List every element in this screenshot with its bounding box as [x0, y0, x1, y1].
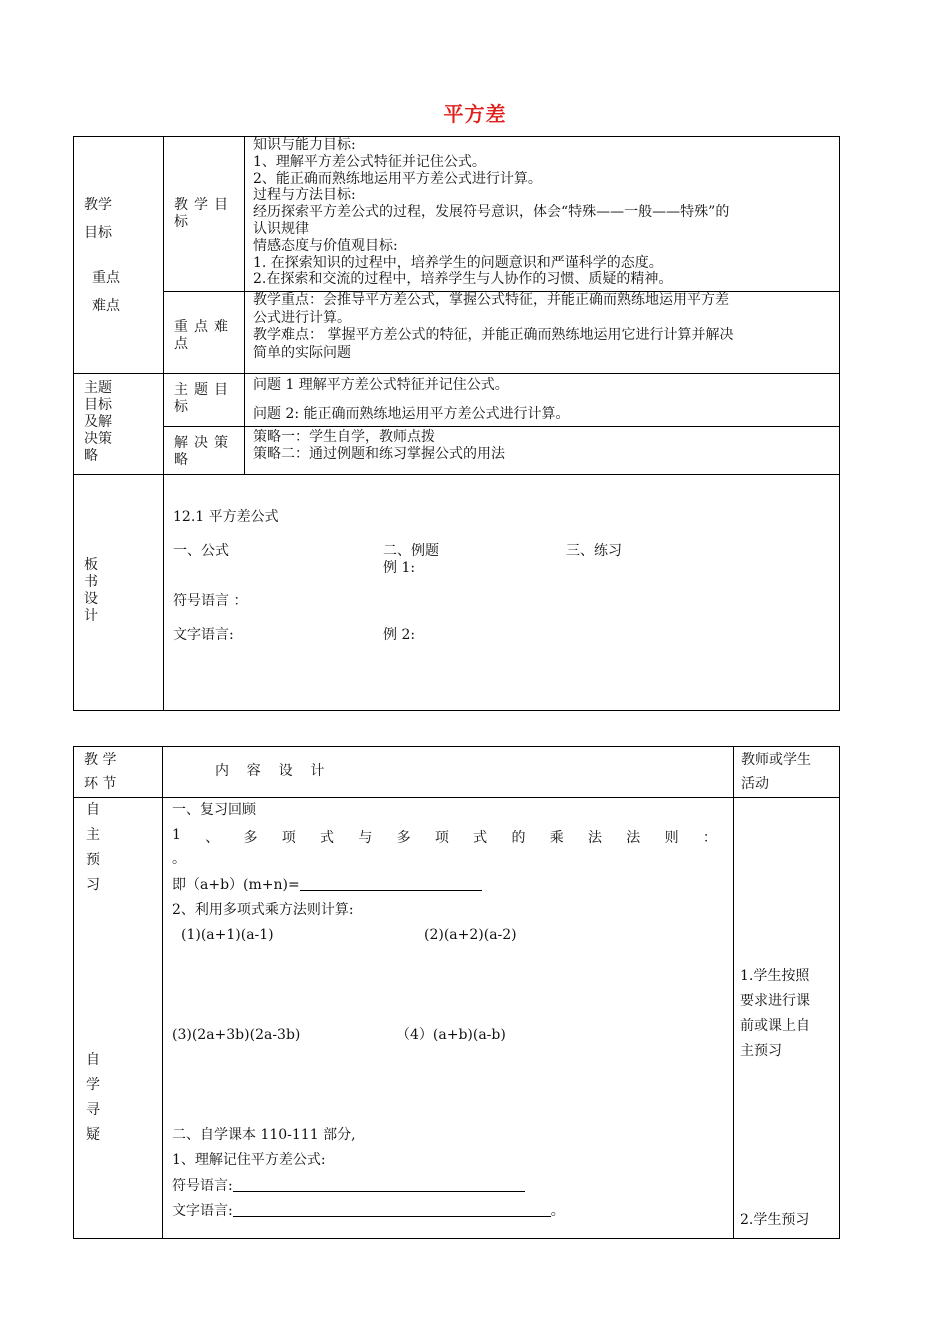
problem-2: (2)(a+2)(a-2) [424, 927, 517, 943]
teaching-goal-label: 教学目标 [174, 197, 234, 230]
goal-header-line: 难点 [92, 298, 120, 314]
theme-goal-label: 主题目标 [174, 382, 234, 415]
identity-line [172, 876, 482, 894]
document-title: 平方差 [443, 102, 507, 126]
theme-goal-content-cell [245, 374, 840, 427]
problem-1: (1)(a+1)(a-1) [181, 927, 274, 943]
activity-2: 2.学生预习 [740, 1212, 810, 1228]
stage-1-char: 习 [86, 877, 100, 893]
theme-header-line: 主题 [84, 380, 112, 396]
activity-cell [734, 798, 840, 1239]
strategy-content-cell [245, 426, 840, 474]
theme-header-line: 决策 [84, 431, 112, 447]
rule-char: 法 [588, 830, 603, 846]
answer-blank[interactable] [300, 876, 482, 891]
board-header-line: 设 [84, 591, 98, 607]
teaching-goal-label-cell [164, 137, 245, 292]
stage-2-char: 自 [86, 1052, 100, 1068]
content-cell [163, 798, 734, 1239]
key-label-cell [164, 292, 245, 374]
rule-char: ： [702, 830, 717, 846]
symbol-language-label: 符号语言: [172, 1178, 233, 1194]
stage-2-char: 疑 [86, 1127, 100, 1143]
board-content-cell [164, 475, 840, 711]
self-study-heading: 二、自学课本 110-111 部分, [172, 1127, 356, 1143]
key-line: 教学重点：会推导平方差公式，掌握公式特征，并能正确而熟练地运用平方差 [253, 292, 729, 308]
key-line: 简单的实际问题 [253, 344, 351, 361]
rule-char: 则 [664, 830, 679, 846]
stage-2-char: 学 [86, 1077, 100, 1093]
text-language-end: 。 [550, 1203, 565, 1219]
board-text-language: 文字语言: [173, 627, 234, 643]
key-line: 教学难点： 掌握平方差公式的特征，并能正确而熟练地运用它进行计算并解决 [253, 327, 734, 343]
teaching-goal-line: 2.在探索和交流的过程中，培养学生与人协作的习惯、质疑的精神。 [253, 271, 673, 288]
activity-header-cell [734, 747, 840, 798]
identity-text: 即（a+b）(m+n)= [172, 877, 300, 893]
theme-header-line: 略 [84, 448, 98, 464]
teaching-goal-line: 知识与能力目标: [253, 137, 356, 153]
key-label: 重点难点 [174, 319, 234, 352]
teaching-goal-line: 1、理解平方差公式特征并记住公式。 [253, 153, 486, 170]
board-title: 12.1 平方差公式 [173, 509, 279, 525]
board-example-2: 例 2: [383, 627, 416, 643]
board-exercise-heading: 三、练习 [566, 543, 622, 559]
teaching-goal-line: 过程与方法目标: [253, 187, 356, 204]
strategy-line: 策略二：通过例题和练习掌握公式的用法 [253, 445, 505, 462]
text-language-line [172, 1202, 565, 1220]
symbol-language-line [172, 1177, 525, 1195]
rule-char: 、 [205, 830, 220, 846]
teaching-goal-line: 认识规律 [253, 221, 309, 237]
board-example-heading: 二、例题 [383, 543, 439, 559]
activity-header-line: 活动 [741, 776, 769, 792]
key-line: 公式进行计算。 [253, 309, 351, 326]
board-symbol-language: 符号语言 ： [173, 593, 248, 609]
board-header-line: 计 [84, 608, 98, 624]
strategy-line: 策略一：学生自学，教师点拨 [253, 428, 435, 445]
content-header: 内 容 设 计 [215, 763, 325, 779]
goal-header-cell [74, 137, 164, 374]
theme-header-cell [74, 374, 164, 475]
content-header-cell [163, 747, 734, 798]
teaching-goal-line: 情感态度与价值观目标: [253, 237, 398, 254]
strategy-label-cell [164, 426, 245, 474]
board-formula-heading: 一、公式 [173, 543, 229, 559]
theme-goal-line: 问题 2: 能正确而熟练地运用平方差公式进行计算。 [253, 406, 570, 422]
stage-header-line: 环 节 [84, 776, 117, 792]
rule-char: 项 [281, 830, 296, 846]
text-language-label: 文字语言: [172, 1203, 233, 1219]
rule-char: 式 [320, 830, 335, 846]
stage-1-char: 主 [86, 827, 100, 843]
multiplication-rule-line [172, 827, 717, 847]
theme-goal-label-cell [164, 374, 245, 427]
stage-header-line: 教 学 [84, 752, 117, 768]
theme-goal-line: 问题 1 理解平方差公式特征并记住公式。 [253, 377, 509, 393]
rule-end: 。 [172, 851, 186, 867]
theme-header-line: 及解 [84, 414, 112, 430]
theme-header-line: 目标 [84, 397, 112, 413]
goal-header-line: 目标 [84, 225, 112, 241]
board-example-1: 例 1: [383, 560, 416, 576]
memorize-heading: 1、理解记住平方差公式: [172, 1152, 326, 1168]
calc-heading: 2、利用多项式乘方法则计算: [172, 902, 354, 918]
rule-char: 法 [626, 830, 641, 846]
lesson-plan-table [73, 136, 840, 711]
problem-3: (3)(2a+3b)(2a-3b) [172, 1027, 301, 1043]
rule-char: 的 [511, 830, 526, 846]
rule-char: 与 [358, 830, 373, 846]
teaching-goal-content-cell [245, 137, 840, 292]
activity-1-line: 要求进行课 [740, 993, 810, 1009]
rule-char: 1 [172, 827, 181, 843]
strategy-label: 解决策略 [174, 434, 234, 468]
stage-2-char: 寻 [86, 1102, 100, 1118]
board-header-line: 书 [84, 574, 98, 590]
symbol-blank[interactable] [233, 1177, 525, 1192]
teaching-goal-line: 经历探索平方差公式的过程，发展符号意识，体会“特殊——一般——特殊”的 [253, 204, 730, 221]
review-heading: 一、复习回顾 [172, 802, 256, 818]
rule-char: 项 [434, 830, 449, 846]
board-header-cell [74, 475, 164, 711]
activity-1-line: 前或课上自 [740, 1018, 810, 1034]
goal-header-line: 重点 [92, 270, 120, 286]
rule-char: 乘 [549, 830, 564, 846]
key-content-cell [245, 292, 840, 374]
stage-1-char: 预 [86, 852, 100, 868]
rule-char: 式 [473, 830, 488, 846]
activity-1-line: 1.学生按照 [740, 968, 810, 984]
goal-header-line: 教学 [84, 197, 112, 213]
stage-cell [74, 798, 163, 1239]
problem-4: （4）(a+b)(a-b) [396, 1027, 506, 1043]
activity-1-line: 主预习 [740, 1043, 782, 1059]
rule-char: 多 [243, 830, 258, 846]
stage-1-char: 自 [86, 802, 100, 818]
activity-header-line: 教师或学生 [741, 752, 811, 768]
text-blank[interactable] [233, 1202, 551, 1217]
board-header-line: 板 [84, 557, 98, 573]
teaching-goal-line: 2、能正确而熟练地运用平方差公式进行计算。 [253, 170, 542, 187]
lesson-flow-table [73, 746, 840, 1239]
teaching-goal-line: 1. 在探索知识的过程中，培养学生的问题意识和严谨科学的态度。 [253, 254, 663, 271]
stage-header-cell [74, 747, 163, 798]
rule-char: 多 [396, 830, 411, 846]
